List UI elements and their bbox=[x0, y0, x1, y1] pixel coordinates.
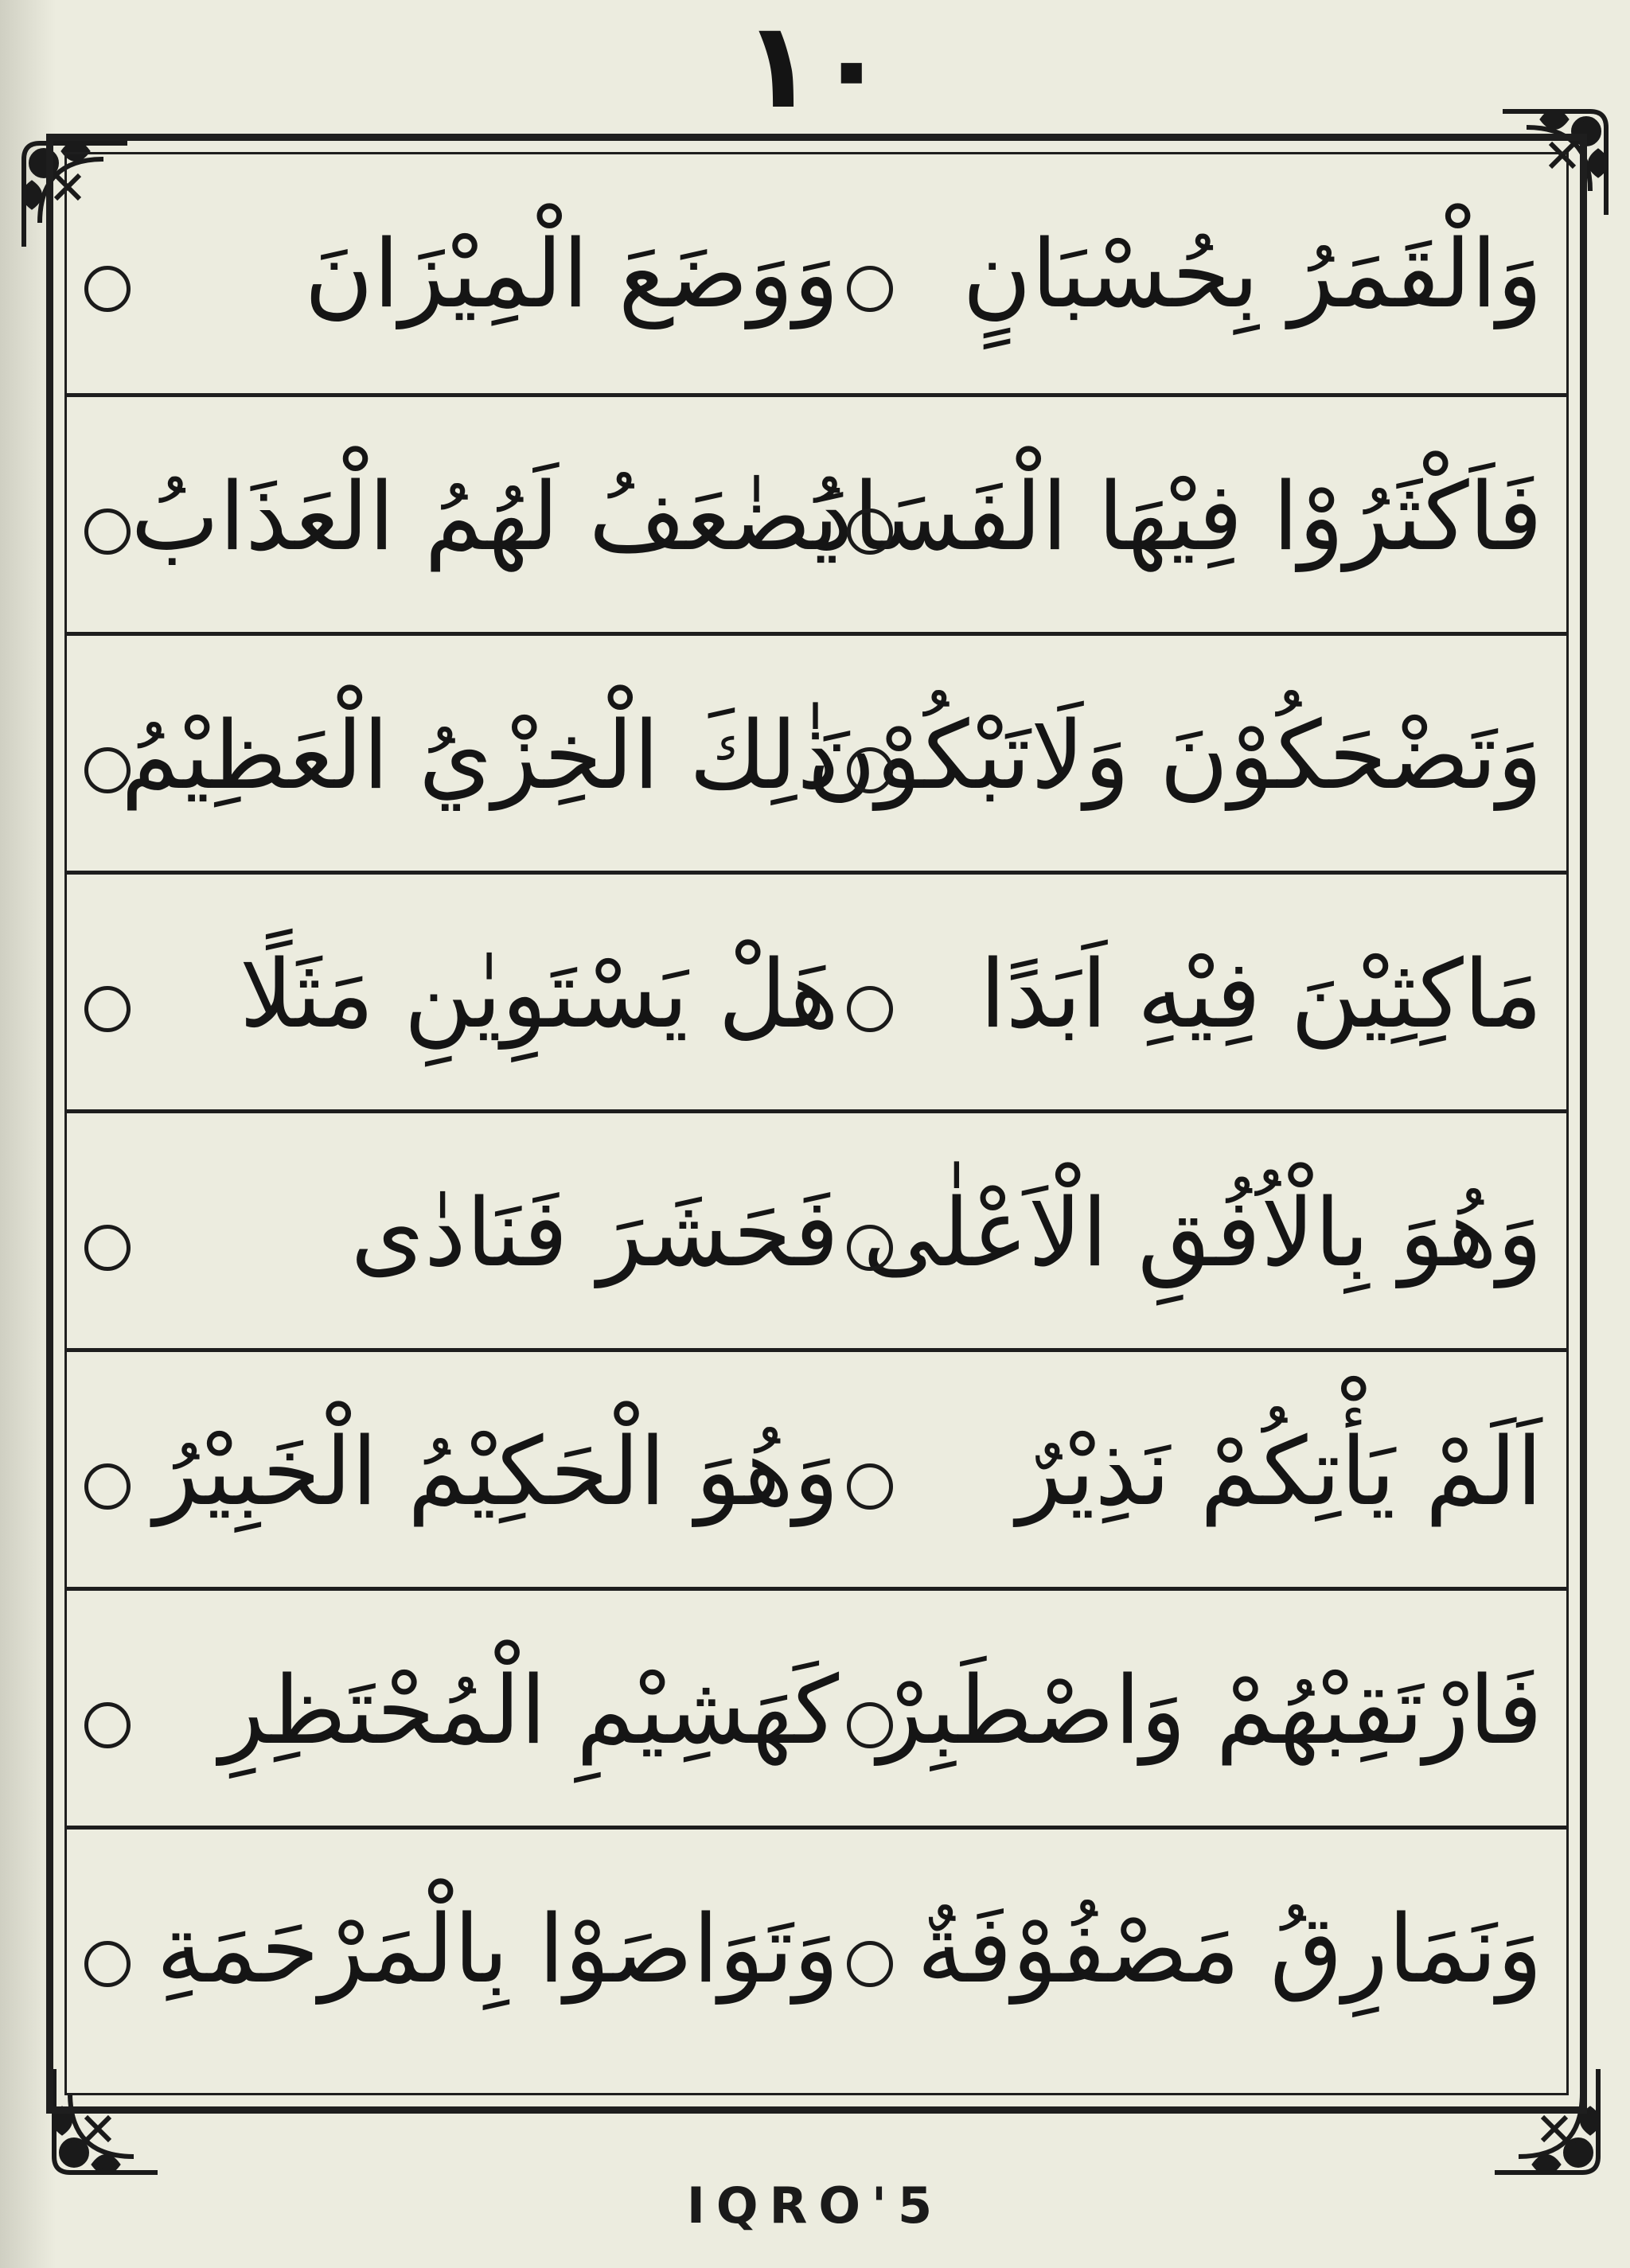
verse-text: وَهُوَ الْحَكِيْمُ الْخَبِيْرُ bbox=[154, 1417, 839, 1526]
verse-left bbox=[121, 668, 839, 843]
verse-end-circle-icon bbox=[84, 986, 131, 1032]
verse-left bbox=[156, 1861, 839, 2036]
verse-left bbox=[154, 1384, 839, 1559]
verse-text: وَوَضَعَ الْمِيْزَانَ bbox=[304, 219, 839, 329]
verse-end-circle-icon bbox=[84, 1941, 131, 1987]
verse-text: ذٰلِكَ الْخِزْيُ الْعَظِيْمُ bbox=[121, 700, 839, 810]
verse-text: يُضٰعَفُ لَهُمُ الْعَذَابُ bbox=[131, 462, 839, 571]
verse-end-circle-icon bbox=[847, 1941, 893, 1987]
verse-right bbox=[826, 1145, 1542, 1320]
verse-left bbox=[131, 429, 839, 604]
verse-left bbox=[170, 906, 839, 1081]
verse-text: وَالْقَمَرُ بِحُسْبَانٍ bbox=[962, 219, 1542, 329]
verse-right bbox=[806, 668, 1542, 843]
verse-text: وَتَوَاصَوْا بِالْمَرْحَمَةِ bbox=[156, 1894, 839, 2004]
verse-text: كَهَشِيْمِ الْمُحْتَظِرِ bbox=[219, 1655, 839, 1765]
verse-text: وَهُوَ بِالْاُفُقِ الْاَعْلٰى bbox=[862, 1178, 1542, 1288]
verse-text: وَنَمَارِقُ مَصْفُوْفَةٌ bbox=[917, 1894, 1542, 2004]
verse-row bbox=[67, 154, 1566, 393]
verse-text: فَاَكْثَرُوْا فِيْهَا الْفَسَادَ bbox=[811, 462, 1542, 571]
verse-left bbox=[170, 1623, 839, 1798]
verse-text: فَحَشَرَ فَنَادٰى bbox=[350, 1178, 839, 1288]
verse-end-circle-icon bbox=[84, 747, 131, 793]
verse-right bbox=[826, 1384, 1542, 1559]
verse-end-circle-icon bbox=[847, 1463, 893, 1510]
page-number: ١٠ bbox=[742, 0, 888, 135]
verse-text: فَارْتَقِبْهُمْ وَاصْطَبِرْ bbox=[877, 1655, 1542, 1765]
page-frame bbox=[46, 134, 1587, 2114]
verse-text: هَلْ يَسْتَوِيٰنِ مَثَلًا bbox=[239, 939, 839, 1049]
verse-row bbox=[67, 1587, 1566, 1826]
verse-text: وَتَضْحَكُوْنَ وَلَاتَبْكُوْنَ bbox=[806, 700, 1542, 810]
verse-right bbox=[826, 906, 1542, 1081]
verse-end-circle-icon bbox=[847, 1702, 893, 1748]
verse-right bbox=[826, 1861, 1542, 2036]
verse-right bbox=[811, 429, 1542, 604]
verse-right bbox=[826, 1623, 1542, 1798]
verse-row bbox=[67, 632, 1566, 871]
verse-row bbox=[67, 393, 1566, 632]
verse-end-circle-icon bbox=[84, 266, 131, 312]
verse-left bbox=[170, 1145, 839, 1320]
verse-right bbox=[826, 186, 1542, 361]
verse-text: مَاكِثِيْنَ فِيْهِ اَبَدًا bbox=[979, 939, 1542, 1049]
verse-end-circle-icon bbox=[84, 1225, 131, 1271]
verse-end-circle-icon bbox=[847, 266, 893, 312]
verse-text: اَلَمْ يَأْتِكُمْ نَذِيْرٌ bbox=[1016, 1417, 1542, 1526]
verse-end-circle-icon bbox=[84, 1463, 131, 1510]
verse-end-circle-icon bbox=[84, 1702, 131, 1748]
verse-row bbox=[67, 871, 1566, 1109]
verse-end-circle-icon bbox=[847, 509, 893, 555]
verse-end-circle-icon bbox=[847, 1225, 893, 1271]
verse-rows bbox=[67, 154, 1566, 2093]
verse-end-circle-icon bbox=[847, 747, 893, 793]
verse-left bbox=[170, 186, 839, 361]
verse-end-circle-icon bbox=[847, 986, 893, 1032]
verse-row bbox=[67, 1109, 1566, 1348]
book-title-footer: IQRO'5 bbox=[686, 2176, 944, 2235]
verse-end-circle-icon bbox=[84, 509, 131, 555]
verse-row bbox=[67, 1348, 1566, 1587]
verse-row bbox=[67, 1826, 1566, 2064]
